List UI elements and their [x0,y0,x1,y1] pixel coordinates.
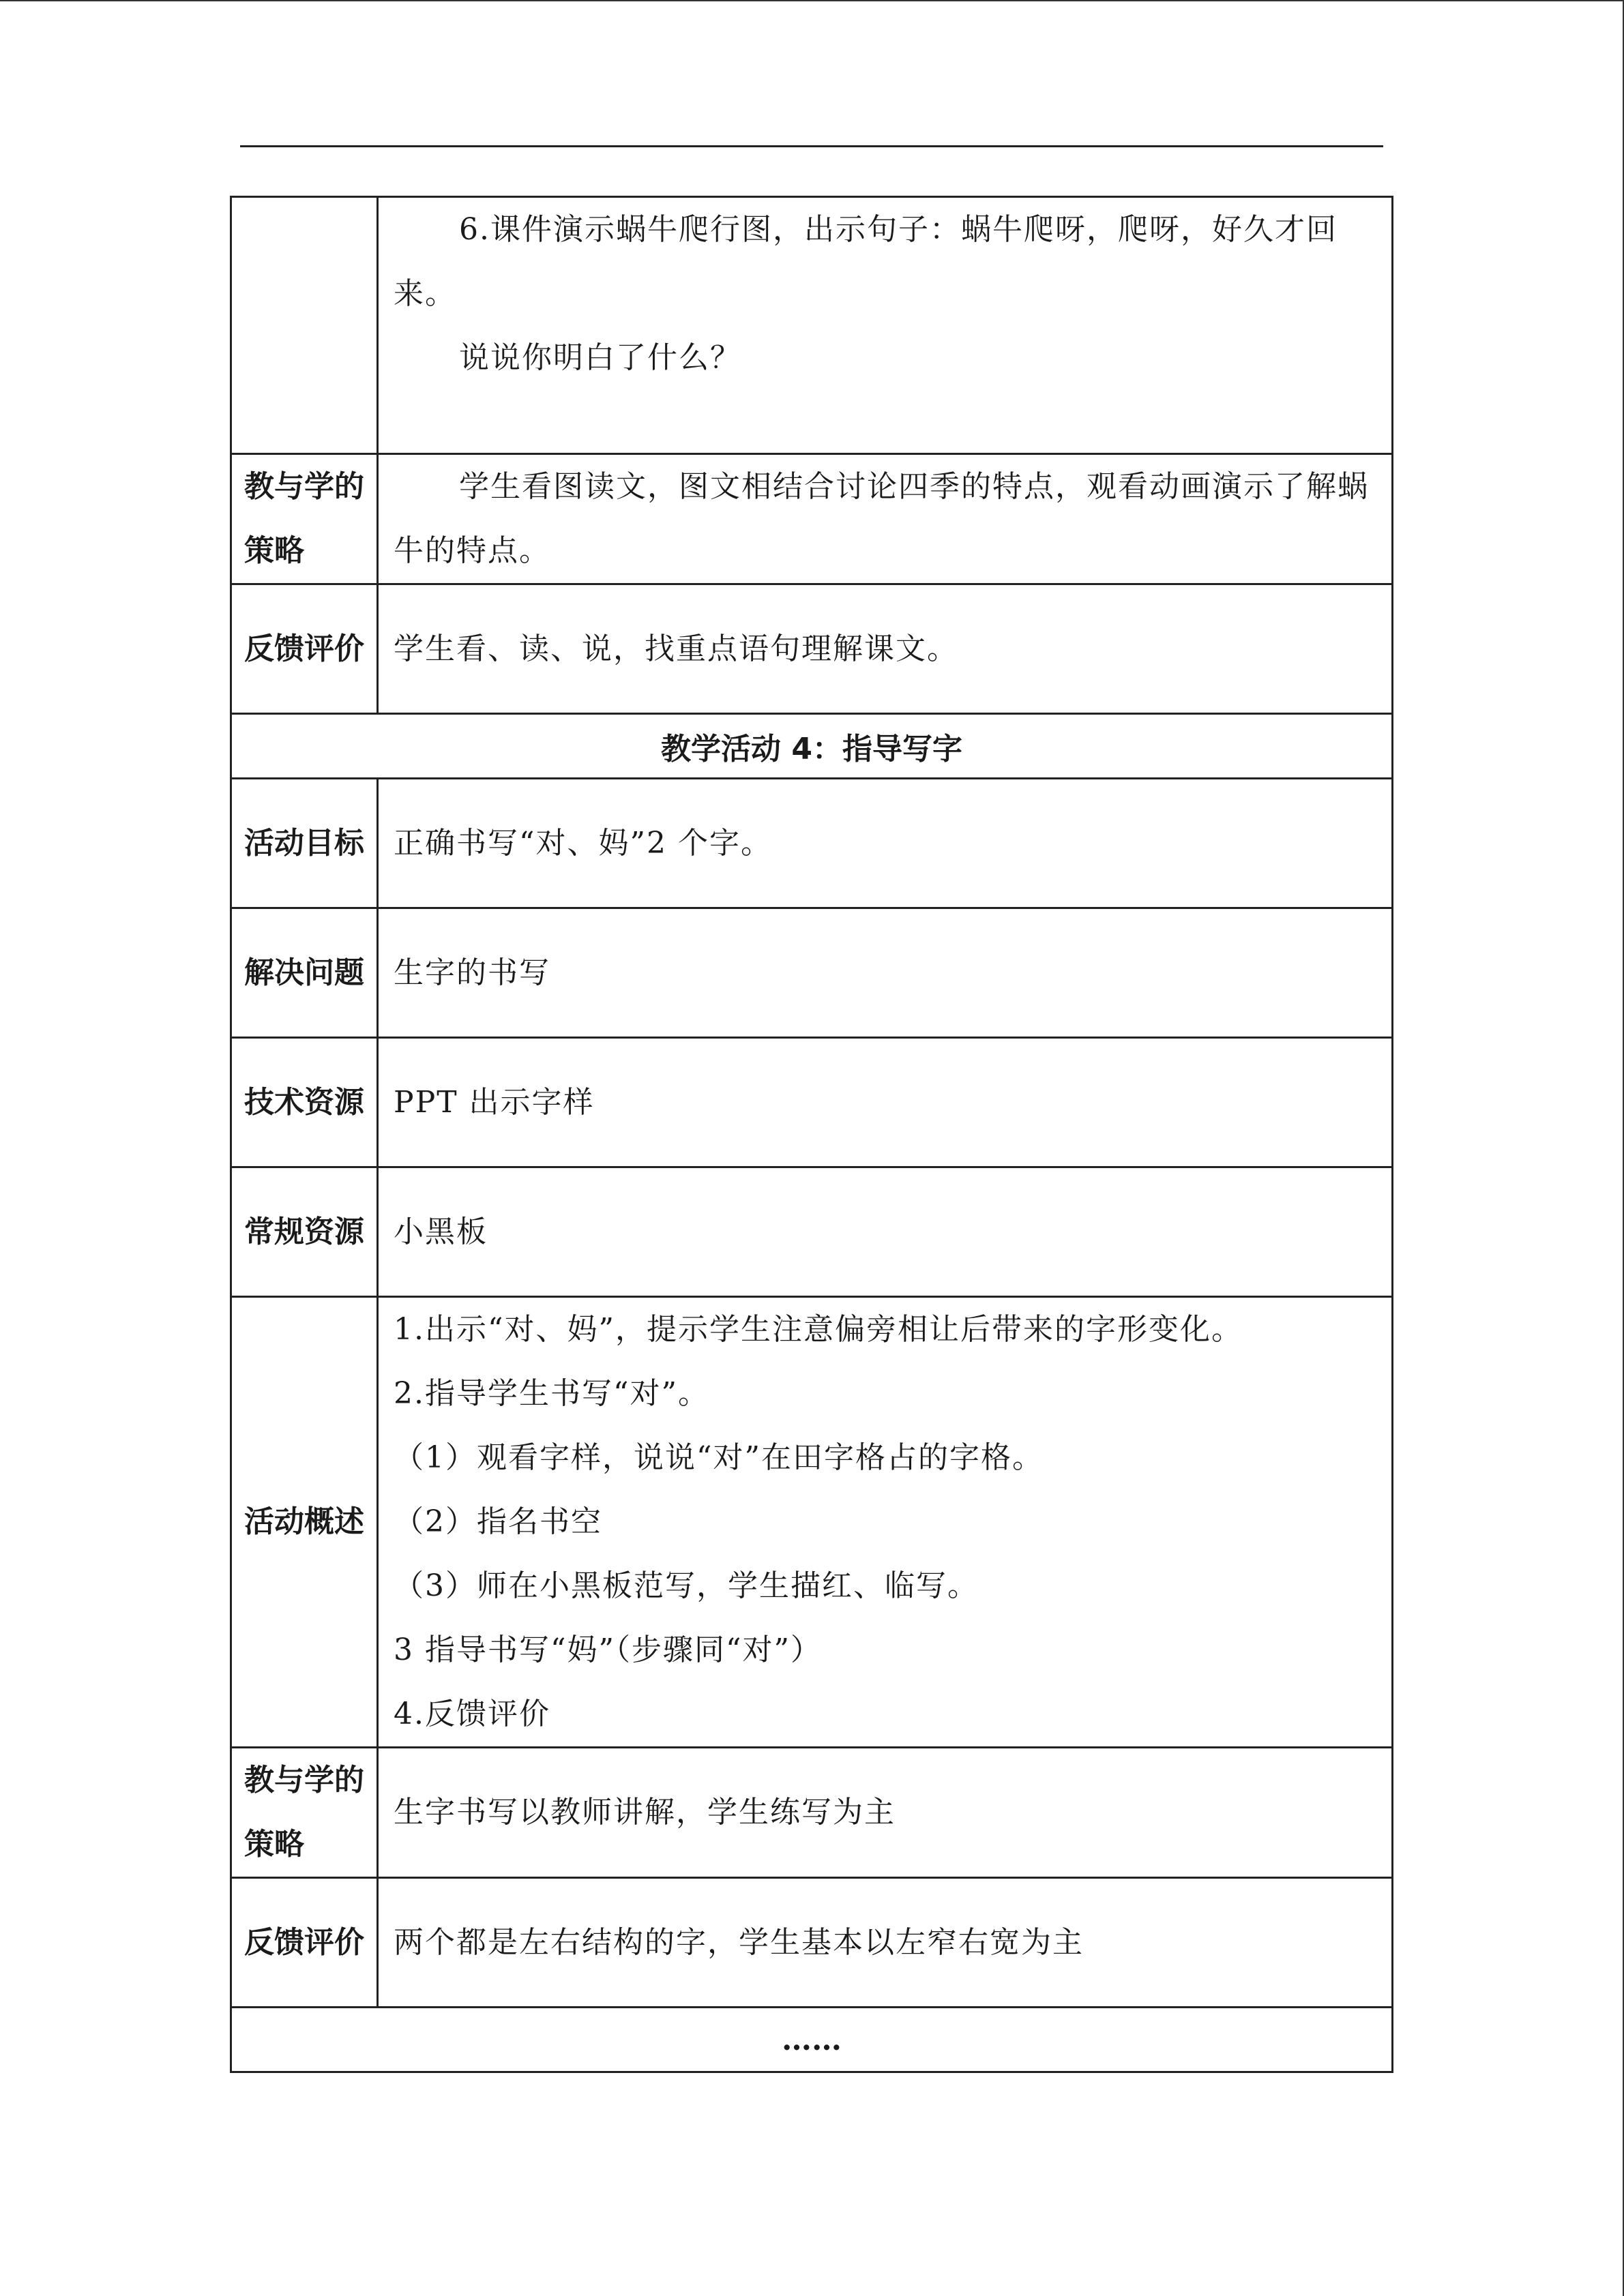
table-row [231,197,1393,454]
tech-resource-text: PPT 出示字样 [378,1038,1393,1167]
table-row [231,1038,1393,1167]
problem-label: 解决问题 [231,908,378,1038]
content-line: 2.指导学生书写“对”。 [394,1376,709,1411]
regular-resource-label: 常规资源 [231,1167,378,1297]
empty-label-cell [231,197,378,454]
content-line: 说说你明白了什么？ [459,340,741,375]
content-line: （2）指名书空 [394,1504,602,1539]
table-row [231,454,1393,584]
feedback-label: 反馈评价 [231,1878,378,2008]
overview-content-cell [378,1297,1393,1748]
table-row [231,1748,1393,1878]
table-row [231,2008,1393,2072]
table-row [231,779,1393,908]
lesson-plan-table [230,196,1393,2073]
table-row [231,584,1393,714]
overview-label: 活动概述 [231,1297,378,1748]
continuation-ellipsis: …… [231,2008,1393,2072]
content-line: 3 指导书写“妈”（步骤同“对”） [394,1632,822,1667]
table-row [231,1167,1393,1297]
table-row [231,714,1393,779]
section-title: 教学活动 4：指导写字 [231,714,1393,779]
feedback-text: 学生看、读、说，找重点语句理解课文。 [378,584,1393,714]
regular-resource-text: 小黑板 [378,1167,1393,1297]
table-row [231,1878,1393,2008]
strategy-label: 教与学的策略 [231,454,378,584]
activity3-content-cell [378,197,1393,454]
tech-resource-label: 技术资源 [231,1038,378,1167]
content-line: （1）观看字样，说说“对”在田字格占的字格。 [394,1440,1044,1475]
content-line: 1.出示“对、妈”，提示学生注意偏旁相让后带来的字形变化。 [394,1312,1243,1347]
goal-label: 活动目标 [231,779,378,908]
table-row [231,1297,1393,1748]
feedback-text: 两个都是左右结构的字，学生基本以左窄右宽为主 [378,1878,1393,2008]
table-row [231,908,1393,1038]
content-line: 学生看图读文，图文相结合讨论四季的特点，观看动画演示了解蜗牛的特点。 [394,469,1369,568]
strategy-label: 教与学的策略 [231,1748,378,1878]
strategy-text: 生字书写以教师讲解，学生练写为主 [378,1748,1393,1878]
feedback-label: 反馈评价 [231,584,378,714]
content-line: 4.反馈评价 [394,1697,550,1731]
problem-text: 生字的书写 [378,908,1393,1038]
strategy-text [378,454,1393,584]
goal-text: 正确书写“对、妈”2 个字。 [378,779,1393,908]
content-line: （3）师在小黑板范写，学生描红、临写。 [394,1568,979,1603]
content-line: 6.课件演示蜗牛爬行图，出示句子：蜗牛爬呀，爬呀，好久才回来。 [394,212,1338,311]
header-rule [240,145,1383,147]
